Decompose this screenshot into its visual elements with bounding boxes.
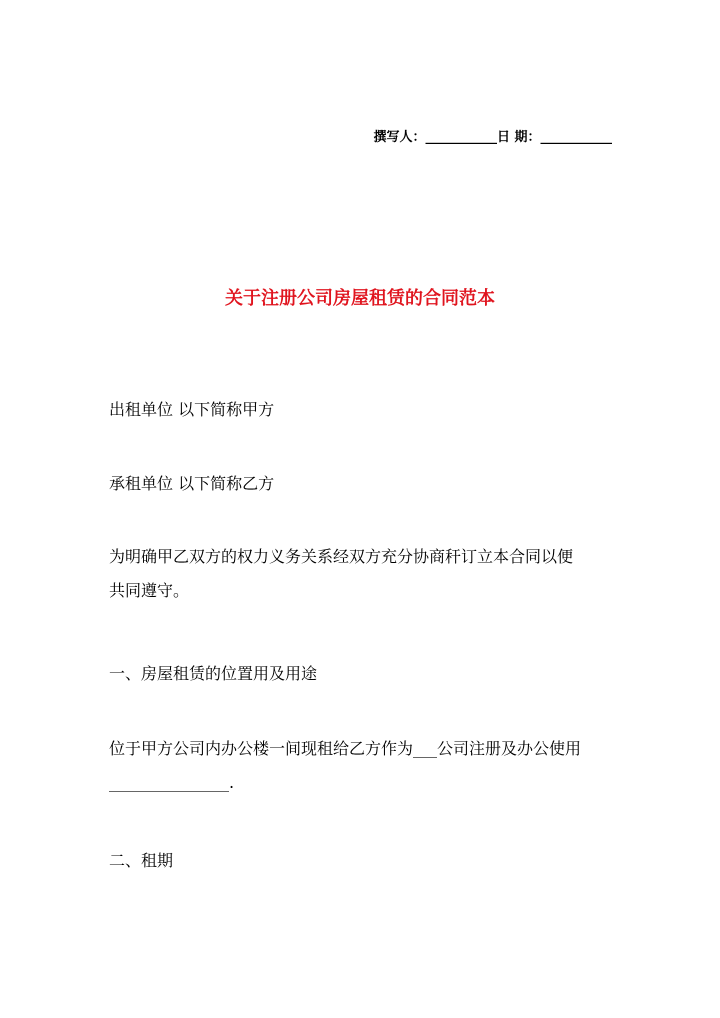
document-title: 关于注册公司房屋租赁的合同范本 <box>225 288 495 309</box>
section-heading-location-use <box>109 657 613 691</box>
date-blank: ___________ <box>540 130 612 145</box>
author-date-header <box>373 126 612 145</box>
paragraph-line: 承租单位 以下简称乙方 <box>109 474 275 493</box>
paragraph-line: _______________. <box>109 773 235 792</box>
paragraph-lessee <box>109 467 613 501</box>
paragraph-location-detail <box>109 732 613 800</box>
paragraph-lessor <box>109 393 613 427</box>
paragraph-line: 出租单位 以下简称甲方 <box>109 400 275 419</box>
date-label: 日 期： <box>496 130 541 145</box>
section-heading-lease-term <box>109 844 613 878</box>
paragraph-purpose <box>109 540 613 608</box>
paragraph-line: 为明确甲乙双方的权力义务关系经双方充分协商秆订立本合同以便 <box>109 547 574 566</box>
paragraph-line: 二、租期 <box>109 851 174 870</box>
paragraph-line: 一、房屋租赁的位置用及用途 <box>109 664 318 683</box>
author-label: 撰写人： <box>373 130 426 145</box>
paragraph-line: 位于甲方公司内办公楼一间现租给乙方作为___公司注册及办公使用 <box>109 739 582 758</box>
paragraph-line: 共同遵守。 <box>109 581 190 600</box>
author-blank: ___________ <box>425 130 497 145</box>
